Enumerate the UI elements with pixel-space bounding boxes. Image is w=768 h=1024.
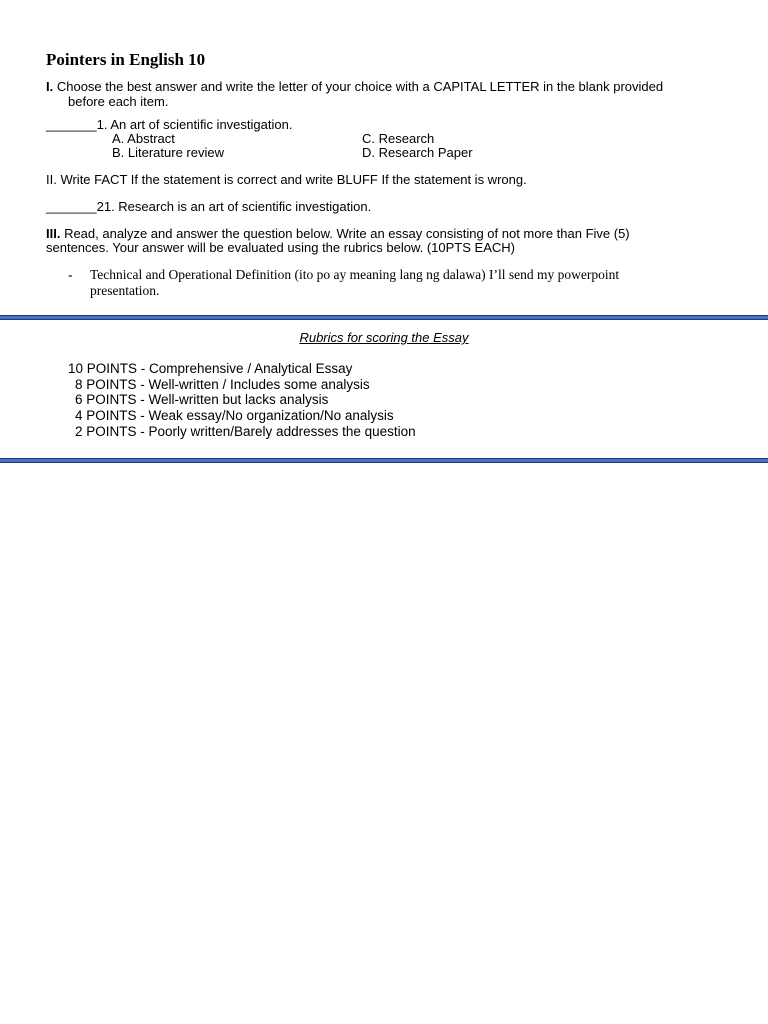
essay-question-line2: presentation. (90, 283, 160, 298)
part1-text-post: in the blank provided (539, 79, 664, 94)
part1-instruction (46, 79, 663, 94)
option-d: D. Research Paper (362, 145, 473, 160)
option-c: C. Research (362, 131, 435, 146)
part2-instruction (46, 172, 527, 187)
rubric-item: 8 POINTS - Well-written / Includes some analysis (75, 377, 370, 392)
part1-text-pre: Choose the best answer and write the letter of your choice with a (53, 79, 434, 94)
part3-text-line1: Read, analyze and answer the question below. Write an essay consisting of not more than Five (5) (60, 226, 630, 241)
page-title: Pointers in English 10 (46, 50, 206, 69)
part1-number: I. (46, 79, 54, 94)
question-21: _______21. Research is an art of scientific investigation. (46, 199, 372, 214)
fact-emphasis: FACT (94, 172, 128, 187)
rubric-item: 6 POINTS - Well-written but lacks analysis (75, 392, 329, 407)
option-a: A. Abstract (112, 131, 175, 146)
option-b: B. Literature review (112, 145, 224, 160)
part2-text-c: If the statement is wrong. (377, 172, 527, 187)
rubric-item: 10 POINTS - Comprehensive / Analytical Essay (68, 361, 353, 376)
essay-question: Technical and Operational Definition (ito po ay meaning lang ng dalawa) I’ll send my powerpoint (90, 267, 620, 282)
top-divider (0, 315, 768, 320)
bottom-divider (0, 458, 768, 463)
part2-text-a: II. Write (46, 172, 95, 187)
part3-number: III. (46, 226, 61, 241)
part2-text-b: If the statement is correct and write (127, 172, 337, 187)
part3-instruction-line2: sentences. Your answer will be evaluated using the rubrics below. (10PTS EACH) (46, 240, 515, 255)
question-1: _______1. An art of scientific investigation. (46, 117, 293, 132)
part3-instruction (46, 226, 630, 241)
rubric-item: 4 POINTS - Weak essay/No organization/No analysis (75, 408, 394, 423)
rubric-item: 2 POINTS - Poorly written/Barely addresses the question (75, 424, 416, 439)
part1-instruction-line2: before each item. (68, 94, 169, 109)
capital-letter-emphasis: CAPITAL LETTER (433, 79, 540, 94)
bluff-emphasis: BLUFF (336, 172, 378, 187)
bullet-dash: - (68, 267, 73, 282)
rubrics-title: Rubrics for scoring the Essay (299, 330, 469, 345)
